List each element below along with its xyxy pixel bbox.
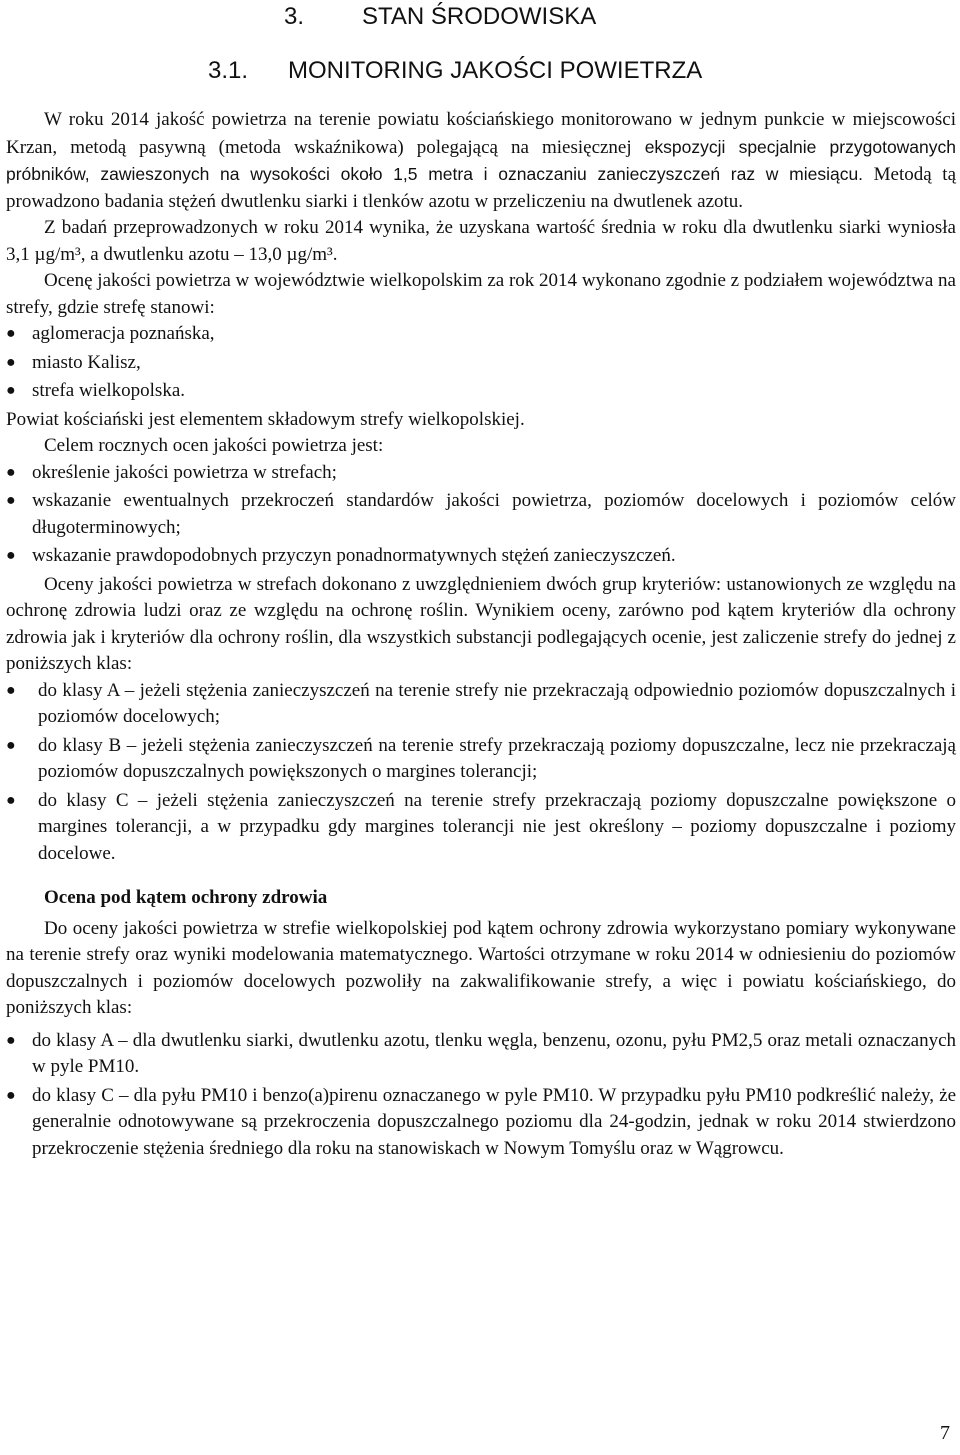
bullet-icon: ● bbox=[6, 1086, 16, 1104]
subsection-title: MONITORING JAKOŚCI POWIETRZA bbox=[288, 57, 703, 84]
section-number: 3. bbox=[284, 3, 305, 30]
paragraph-zones-intro: Ocenę jakości powietrza w województwie wielkopolskim za rok 2014 wykonano zgodnie z podziałem województwa na strefy, gdzie strefę stanowi: bbox=[6, 270, 956, 318]
classes-list bbox=[6, 678, 956, 868]
zones-list bbox=[6, 321, 956, 405]
section-title: STAN ŚRODOWISKA bbox=[362, 3, 597, 30]
list-item: ● do klasy C – jeżeli stężenia zanieczyszczeń na terenie strefy przekraczają poziomy dopuszczalne powiększone o margines tolerancji, a w przypadku gdy margines tolerancji nie jest określony – poziomy dopuszczalne i poziomy docelowe. bbox=[6, 789, 956, 864]
bullet-icon: ● bbox=[6, 463, 16, 481]
bullet-icon: ● bbox=[6, 791, 16, 809]
list-item: ● wskazanie prawdopodobnych przyczyn ponadnormatywnych stężeń zanieczyszczeń. bbox=[6, 543, 956, 570]
paragraph-monitoring bbox=[6, 107, 956, 215]
results-list bbox=[6, 1028, 956, 1163]
list-item: ● do klasy A – dla dwutlenku siarki, dwutlenku azotu, tlenku węgla, benzenu, ozonu, pyłu PM2,5 oraz metali oznaczanych w pyle PM10. bbox=[6, 1029, 956, 1077]
bullet-icon: ● bbox=[6, 382, 16, 399]
document-body bbox=[6, 107, 956, 1164]
subheading-health: Ocena pod kątem ochrony zdrowia bbox=[44, 887, 328, 908]
paragraph-monitoring-part-1: W roku 2014 jakość powietrza na terenie powiatu kościańskiego monitorowano w jednym punkcie w miejscowości Krzan, metodą pasywną (metoda wskaźnikowa) polegającą na miesięcznej bbox=[6, 109, 956, 158]
list-item: ● strefa wielkopolska. bbox=[6, 378, 956, 405]
bullet-icon: ● bbox=[6, 736, 16, 754]
page-number: 7 bbox=[940, 1422, 950, 1444]
list-item: ● wskazanie ewentualnych przekroczeń standardów jakości powietrza, poziomów docelowych i poziomów celów długoterminowych; bbox=[6, 490, 956, 538]
bullet-icon: ● bbox=[6, 1031, 16, 1049]
section-heading bbox=[284, 2, 596, 32]
paragraph-criteria: Oceny jakości powietrza w strefach dokonano z uwzględnieniem dwóch grup kryteriów: ustanowionych ze względu na ochronę zdrowia ludzi oraz ze względu na ochronę roślin. Wynikiem oceny, zarówno pod kątem kryteriów dla ochrony zdrowia jak i kryteriów dla ochrony roślin, dla wszystkich substancji podlegających ocenie, jest zaliczenie strefy do jednej z poniższych klas: bbox=[6, 573, 956, 674]
bullet-icon: ● bbox=[6, 325, 16, 342]
bullet-icon: ● bbox=[6, 492, 16, 509]
list-item: ● określenie jakości powietrza w strefach; bbox=[6, 460, 956, 487]
list-item: ● miasto Kalisz, bbox=[6, 350, 956, 377]
bullet-icon: ● bbox=[6, 681, 16, 699]
paragraph-goals-intro: Celem rocznych ocen jakości powietrza jest: bbox=[44, 435, 384, 456]
goals-list bbox=[6, 460, 956, 570]
list-item: ● do klasy B – jeżeli stężenia zanieczyszczeń na terenie strefy przekraczają poziomy dopuszczalne, lecz nie przekraczają poziomów dopuszczalnych powiększonych o margines tolerancji; bbox=[6, 734, 956, 782]
list-item: ● do klasy A – jeżeli stężenia zanieczyszczeń na terenie strefy nie przekraczają odpowiednio poziomów dopuszczalnych i poziomów docelowych; bbox=[6, 679, 956, 727]
paragraph-powiat: Powiat kościański jest elementem składowym strefy wielkopolskiej. bbox=[6, 408, 525, 430]
paragraph-results: Z badań przeprowadzonych w roku 2014 wynika, że uzyskana wartość średnia w roku dla dwutlenku siarki wyniosła 3,1 µg/m³, a dwutlenku azotu – 13,0 µg/m³. bbox=[6, 217, 956, 265]
list-item: ● aglomeracja poznańska, bbox=[6, 321, 956, 348]
list-item: ● do klasy C – dla pyłu PM10 i benzo(a)pirenu oznaczanego w pyle PM10. W przypadku pyłu PM10 podkreślić należy, że generalnie odnotowywane są przekroczenia dopuszczalnego poziomu dla 24-godzin, jednak w roku 2014 stwierdzono przekroczenie stężenia średniego dla roku na stanowiskach w Nowym Tomyślu oraz w Wągrowcu. bbox=[6, 1084, 956, 1159]
paragraph-monitoring-part-2: ekspozycji specjalnie przygotowanych próbników, zawieszonych na wysokości około 1,5 metra i oznaczaniu zanieczyszczeń raz w miesiącu. bbox=[6, 136, 957, 184]
bullet-icon: ● bbox=[6, 547, 16, 564]
paragraph-health-assessment: Do oceny jakości powietrza w strefie wielkopolskiej pod kątem ochrony zdrowia wykorzystano pomiary wykonywane na terenie strefy oraz wyniki modelowania matematycznego. Wartości otrzymane w roku 2014 w odniesieniu do poziomów dopuszczalnych i poziomów docelowych pozwoliły na zakwalifikowanie strefy, a więc i powiatu kościańskiego, do poniższych klas: bbox=[6, 917, 956, 1018]
paragraph-monitoring-part-3: Metodą tą prowadzono badania stężeń dwutlenku siarki i tlenków azotu w przeliczeniu na dwutlenek azotu. bbox=[6, 164, 957, 212]
bullet-icon: ● bbox=[6, 353, 16, 371]
subsection-heading bbox=[208, 56, 702, 86]
subsection-number: 3.1. bbox=[208, 57, 249, 84]
